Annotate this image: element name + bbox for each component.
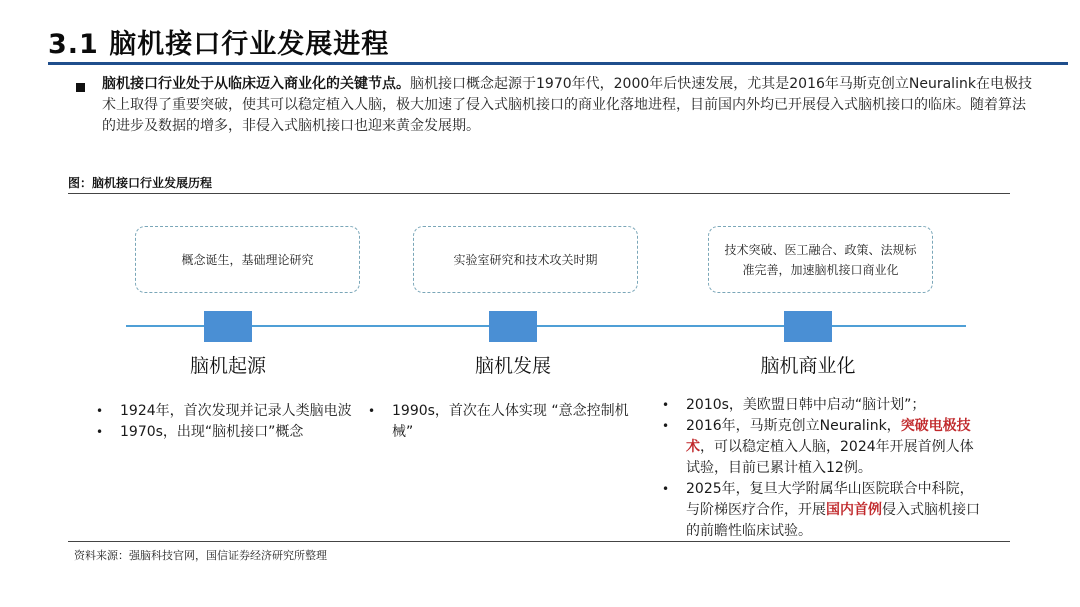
phase-box-development: 实验室研究和技术攻关时期: [413, 226, 638, 293]
item-text: ，可以稳定植入人脑，2024年开展首例人体试验，目前已累计植入12例。: [686, 439, 974, 476]
item-text: 2025年，复旦大学附属华山医院联合中科院，与阶梯医疗合作，开展: [686, 481, 974, 518]
title-divider: [48, 62, 1068, 65]
phase-box-origin: 概念诞生，基础理论研究: [135, 226, 360, 293]
timeline-axis: [126, 325, 966, 327]
list-item: [660, 416, 980, 479]
list-item: • 1990s，首次在人体实现 “意念控制机械”: [366, 401, 636, 443]
timeline-node-development: [489, 311, 537, 342]
development-points: [366, 401, 636, 443]
figure-caption: 图：脑机接口行业发展历程: [68, 176, 213, 190]
highlight-text: 突破电极技术: [686, 418, 971, 455]
list-item: • 1970s，出现“脑机接口”概念: [94, 422, 354, 443]
highlight-text: 国内首例: [826, 502, 882, 518]
list-item: [660, 479, 980, 542]
timeline-node-commercialization: [784, 311, 832, 342]
phase-title-development: 脑机发展: [474, 355, 551, 377]
intro-paragraph: [102, 74, 1032, 137]
list-item: • 1924年，首次发现并记录人类脑电波: [94, 401, 354, 422]
list-item: • 2010s，美欧盟日韩中启动“脑计划”；: [660, 395, 980, 416]
phase-title-origin: 脑机起源: [189, 355, 266, 377]
source-note: 资料来源：强脑科技官网，国信证券经济研究所整理: [74, 549, 327, 562]
square-bullet-icon: [76, 83, 85, 92]
source-divider: [68, 541, 1010, 542]
phase-box-commercialization: 技术突破、医工融合、政策、法规标准完善，加速脑机接口商业化: [708, 226, 933, 293]
phase-title-commercialization: 脑机商业化: [760, 355, 856, 377]
timeline-node-origin: [204, 311, 252, 342]
item-text: 侵入式脑机接口的前瞻性临床试验。: [686, 502, 980, 539]
page-title: 3.1 脑机接口行业发展进程: [48, 29, 390, 60]
figure-divider: [68, 193, 1010, 194]
commercialization-points: [660, 395, 980, 542]
intro-body: 脑机接口概念起源于1970年代，2000年后快速发展，尤其是2016年马斯克创立Neuralink在电极技术上取得了重要突破，使其可以稳定植入人脑，极大加速了侵入式脑机接口的商业化落地进程，目前国内外均已开展侵入式脑机接口的临床。随着算法的进步及数据的增多，非侵入式脑机接口也迎来黄金发展期。: [102, 76, 1032, 134]
origin-points: [94, 401, 354, 443]
intro-lead: 脑机接口行业处于从临床迈入商业化的关键节点。: [102, 76, 410, 92]
item-text: 2016年，马斯克创立Neuralink，: [686, 418, 901, 434]
